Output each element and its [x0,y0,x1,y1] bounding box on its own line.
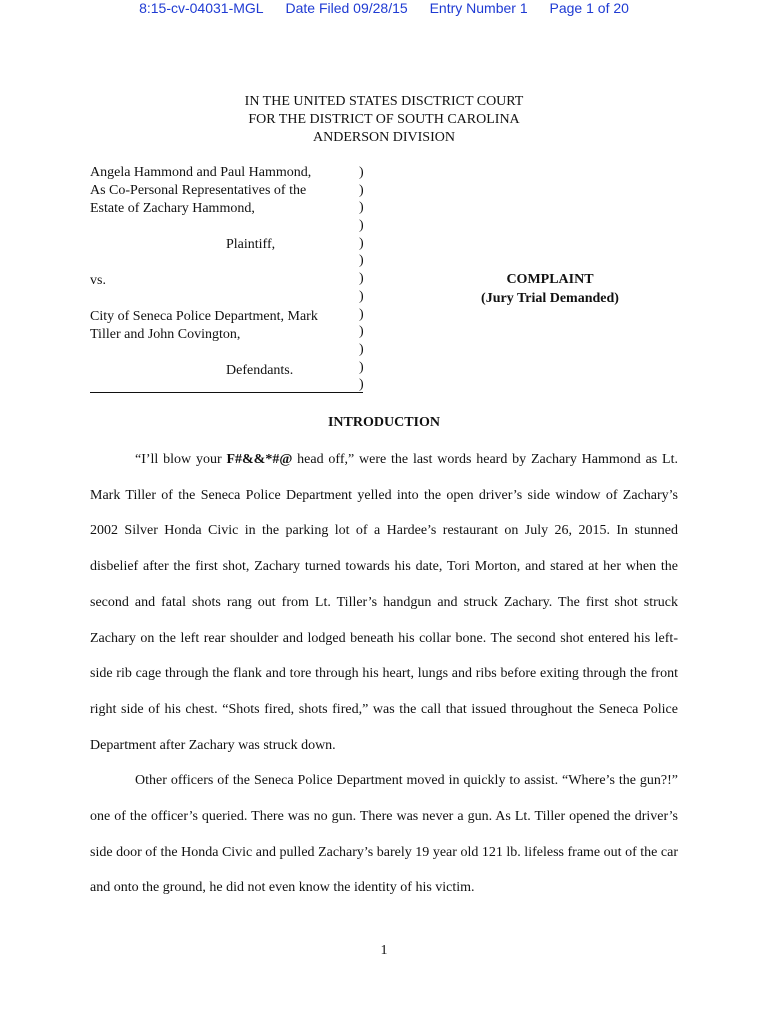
caption-paren: ) [359,306,364,322]
caption-paren: ) [359,200,364,216]
complaint-subtitle: (Jury Trial Demanded) [481,291,619,306]
defendant-line-1: City of Seneca Police Department, Mark [90,309,318,324]
plaintiff-line-1: Angela Hammond and Paul Hammond, [90,165,312,180]
page-number: 1 [380,943,388,958]
plaintiff-line-3: Estate of Zachary Hammond, [90,201,255,216]
court-line-1: IN THE UNITED STATES DISCTRICT COURT [244,94,524,109]
case-number: 8:15-cv-04031-MGL [139,0,264,16]
caption-spacer [90,290,350,308]
caption-paren: ) [359,218,364,234]
caption-paren: ) [359,253,364,269]
section-title: INTRODUCTION [327,415,440,430]
paragraph-1-rest: head off,” were the last words heard by Zachary Hammond as Lt. Mark Tiller of the Seneca Police Department yelled into the open driver’s side window of Zachary’s 2002 Silver Honda Civic in the parking lot of a Hardee’s restaurant on July 26, 2015. In stunned disbelief after the first shot, Zachary turned towards his date, Tori Morton, and stared at her when the second and fatal shots rang out from Lt. Tiller’s handgun and struck Zachary. The first shot struck Zachary on the left rear shoulder and lodged beneath his collar bone. The second shot entered his left-side rib cage through the flank and tore through his heart, lungs and ribs before exiting through the front right side of his chest. “Shots fired, shots fired,” was the call that issued throughout the Seneca Police Department after Zachary was struck down. [90,452,678,753]
caption-paren: ) [359,288,364,304]
caption-divider [90,392,363,393]
court-heading [0,93,768,147]
caption-paren: ) [359,271,364,287]
caption-paren: ) [359,359,364,375]
defendant-line-2: Tiller and John Covington, [90,327,241,342]
case-caption-parties [90,164,350,380]
date-filed: Date Filed 09/28/15 [285,0,408,16]
court-line-2: FOR THE DISTRICT OF SOUTH CAROLINA [248,112,520,127]
body-text [90,442,678,906]
paragraph-1 [90,442,678,763]
caption-paren: ) [359,324,364,340]
entry-number: Entry Number 1 [429,0,528,16]
paragraph-1-bold: F#&&*#@ [226,452,293,467]
defendant-role: Defendants. [226,363,294,378]
caption-paren: ) [359,377,364,393]
caption-spacer [90,218,350,236]
caption-paren: ) [359,341,364,357]
paragraph-2: Other officers of the Seneca Police Department moved in quickly to assist. “Where’s the gun?!” one of the officer’s queried. There was no gun. There was never a gun. As Lt. Tiller opened the driver’s side door of the Honda Civic and pulled Zachary’s barely 19 year old 121 lb. lifeless frame out of the car and onto the ground, he did not even know the identity of his victim. [90,773,678,896]
caption-paren: ) [359,235,364,251]
caption-parentheses [359,164,369,394]
complaint-title-block [430,270,670,308]
page-count: Page 1 of 20 [549,0,629,16]
caption-spacer [90,344,350,362]
caption-paren: ) [359,182,364,198]
versus: vs. [90,273,106,288]
caption-paren: ) [359,165,364,180]
court-line-3: ANDERSON DIVISION [313,130,455,145]
filing-header [0,0,768,16]
plaintiff-line-2: As Co-Personal Representatives of the [90,183,307,198]
complaint-title: COMPLAINT [506,272,594,287]
caption-spacer [90,254,350,272]
plaintiff-role: Plaintiff, [226,237,276,252]
paragraph-1-start: “I’ll blow your [135,452,227,467]
